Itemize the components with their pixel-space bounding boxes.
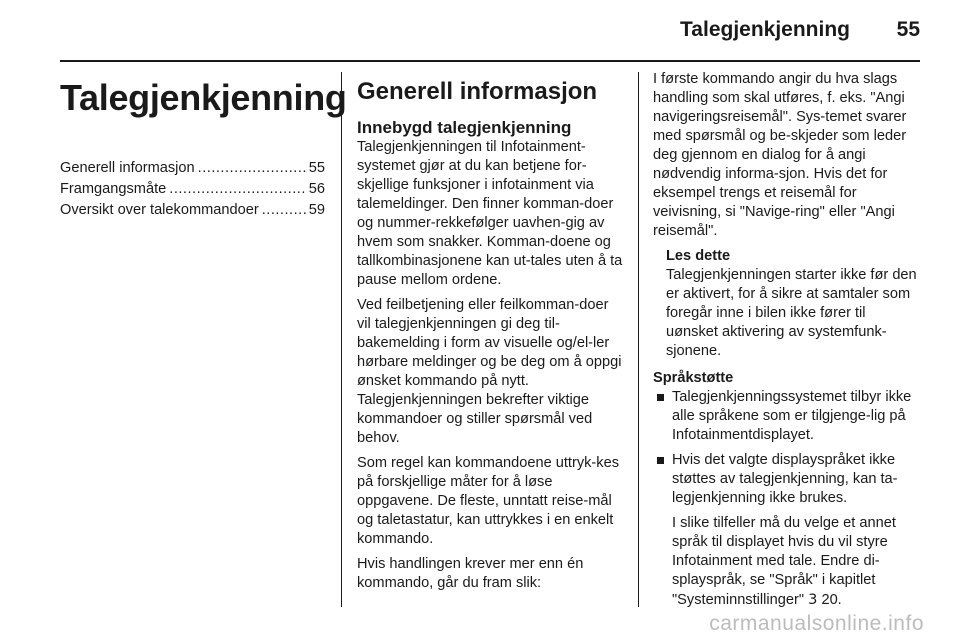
list-item-text: Talegjenkjenningssystemet tilbyr ikke alle språkene som er tilgjenge-lig på Infotainmentdisplayet.: [672, 389, 912, 443]
toc-page: 56: [308, 181, 325, 197]
chapter-title: Talegjenkjenning: [60, 77, 347, 118]
toc-item[interactable]: [60, 179, 325, 200]
page-number: 55: [896, 18, 920, 41]
bullet-list: [653, 388, 921, 508]
list-item-text: Hvis det valgte displayspråket ikke støttes av talegjenkjenning, kan ta-legjenkjenning ikke brukes.: [672, 452, 898, 506]
toc-label: Generell informasjon: [60, 160, 195, 176]
crossref-arrow-icon[interactable]: 3: [808, 591, 818, 608]
toc-page: 55: [308, 160, 325, 176]
watermark: carmanualsonline.info: [709, 612, 924, 635]
note-box: [666, 247, 921, 361]
toc-label: Framgangsmåte: [60, 181, 167, 197]
list-item: [653, 388, 921, 445]
paragraph: Som regel kan kommandoene uttryk-kes på forskjellige måter for å løse oppgavene. De fleste, unntatt reise-mål og taletastatur, kan uttrykkes i en enkelt kommando.: [357, 455, 619, 547]
general-info-column: [357, 70, 623, 599]
toc-leader: [169, 179, 306, 200]
note-text: Talegjenkjenningen starter ikke før den er aktivert, for å sikre at samtaler som foregår inne i bilen ikke fører til uønsket aktivering av systemfunk-sjonene.: [666, 267, 917, 359]
column-divider: [341, 72, 342, 607]
paragraph: Ved feilbetjening eller feilkomman-doer vil talegjenkjenningen gi deg til-bakemelding i form av visuelle og/el-ler hørbare meldinger og be deg om å oppgi ønsket kommando på nytt. Talegjenkjenningen bekrefter viktige kommandoer og stiller spørsmål ved behov.: [357, 297, 622, 446]
toc-page: 59: [308, 202, 325, 218]
column-divider: [638, 72, 639, 607]
followup-text: I slike tilfeller må du velge et annet språk til displayet hvis du vil styre Infotainment med tale. Endre di-splayspråk, se "Språk" i kapitlet "Systeminnstillinger": [672, 515, 896, 608]
bullet-square-icon: [657, 457, 664, 464]
section-title: Generell informasjon: [357, 78, 598, 105]
bullet-square-icon: [657, 394, 664, 401]
paragraph: I første kommando angir du hva slags handling som skal utføres, f. eks. "Angi navigeringsreisemål". Sys-temet svarer med spørsmål og be-skjeder som leder deg gjennom en dialog for å angi nødvendig informa-sjon. Hvis det for eksempel trengs et reisemål for veivisning, si "Navige-ring" eller "Angi reisemål".: [653, 71, 907, 239]
paragraph: [672, 514, 921, 610]
chapter-column: [60, 70, 347, 221]
subsection-title: Innebygd talegjenkjenning: [357, 118, 572, 137]
list-item: [653, 451, 921, 508]
details-column: [653, 70, 921, 616]
table-of-contents: [60, 158, 325, 221]
toc-leader: [198, 158, 306, 179]
toc-label: Oversikt over talekommandoer: [60, 202, 259, 218]
language-support-title: Språkstøtte: [653, 370, 734, 386]
paragraph: Hvis handlingen krever mer enn én kommando, går du fram slik:: [357, 556, 584, 591]
paragraph: Talegjenkjenningen til Infotainment-systemet gjør at du kan betjene for-skjellige funksjoner i infotainment via talemeldinger. Den finner komman-doer og nummer-rekkefølger uavhen-gig av hvem som snakker. Komman-doene og tallkombinasjonene kan ut-tales uten å ta pause mellom ordene.: [357, 139, 623, 288]
crossref-page[interactable]: 20.: [821, 592, 842, 608]
toc-leader: [262, 200, 306, 221]
page-header: [60, 0, 920, 62]
toc-item[interactable]: [60, 158, 325, 179]
running-title: Talegjenkjenning: [680, 18, 850, 41]
note-title: Les dette: [666, 248, 731, 264]
toc-item[interactable]: [60, 200, 325, 221]
